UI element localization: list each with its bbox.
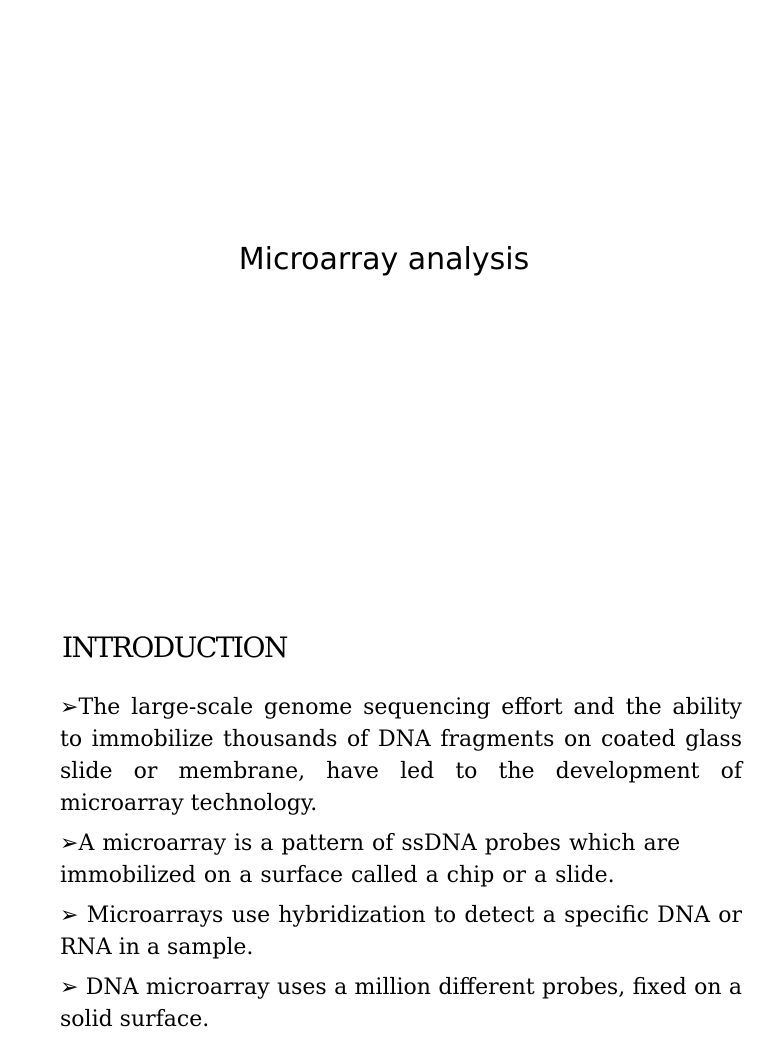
bullet-list bbox=[60, 692, 742, 1044]
list-item bbox=[60, 828, 742, 892]
arrow-bullet-icon: ➢ bbox=[60, 831, 79, 856]
list-item bbox=[60, 972, 742, 1036]
bullet-text: Microarrays use hybridization to detect a specific DNA or RNA in a sample. bbox=[60, 903, 742, 960]
arrow-bullet-icon: ➢ bbox=[60, 903, 79, 928]
bullet-text: DNA microarray uses a million different probes, fixed on a solid surface. bbox=[60, 975, 742, 1032]
arrow-bullet-icon: ➢ bbox=[60, 695, 79, 720]
page-title: Microarray analysis bbox=[238, 242, 530, 277]
list-item bbox=[60, 900, 742, 964]
list-item bbox=[60, 692, 742, 820]
bullet-text: A microarray is a pattern of ssDNA probes which are immobilized on a surface called a chip or a slide. bbox=[60, 831, 681, 888]
section-heading: INTRODUCTION bbox=[62, 631, 287, 664]
introduction-slide bbox=[0, 600, 768, 1032]
arrow-bullet-icon: ➢ bbox=[60, 975, 79, 1000]
bullet-text: The large-scale genome sequencing effort and the ability to immobilize thousands of DNA fragments on coated glass slide or membrane, have led to the development of microarray technology. bbox=[60, 695, 742, 816]
